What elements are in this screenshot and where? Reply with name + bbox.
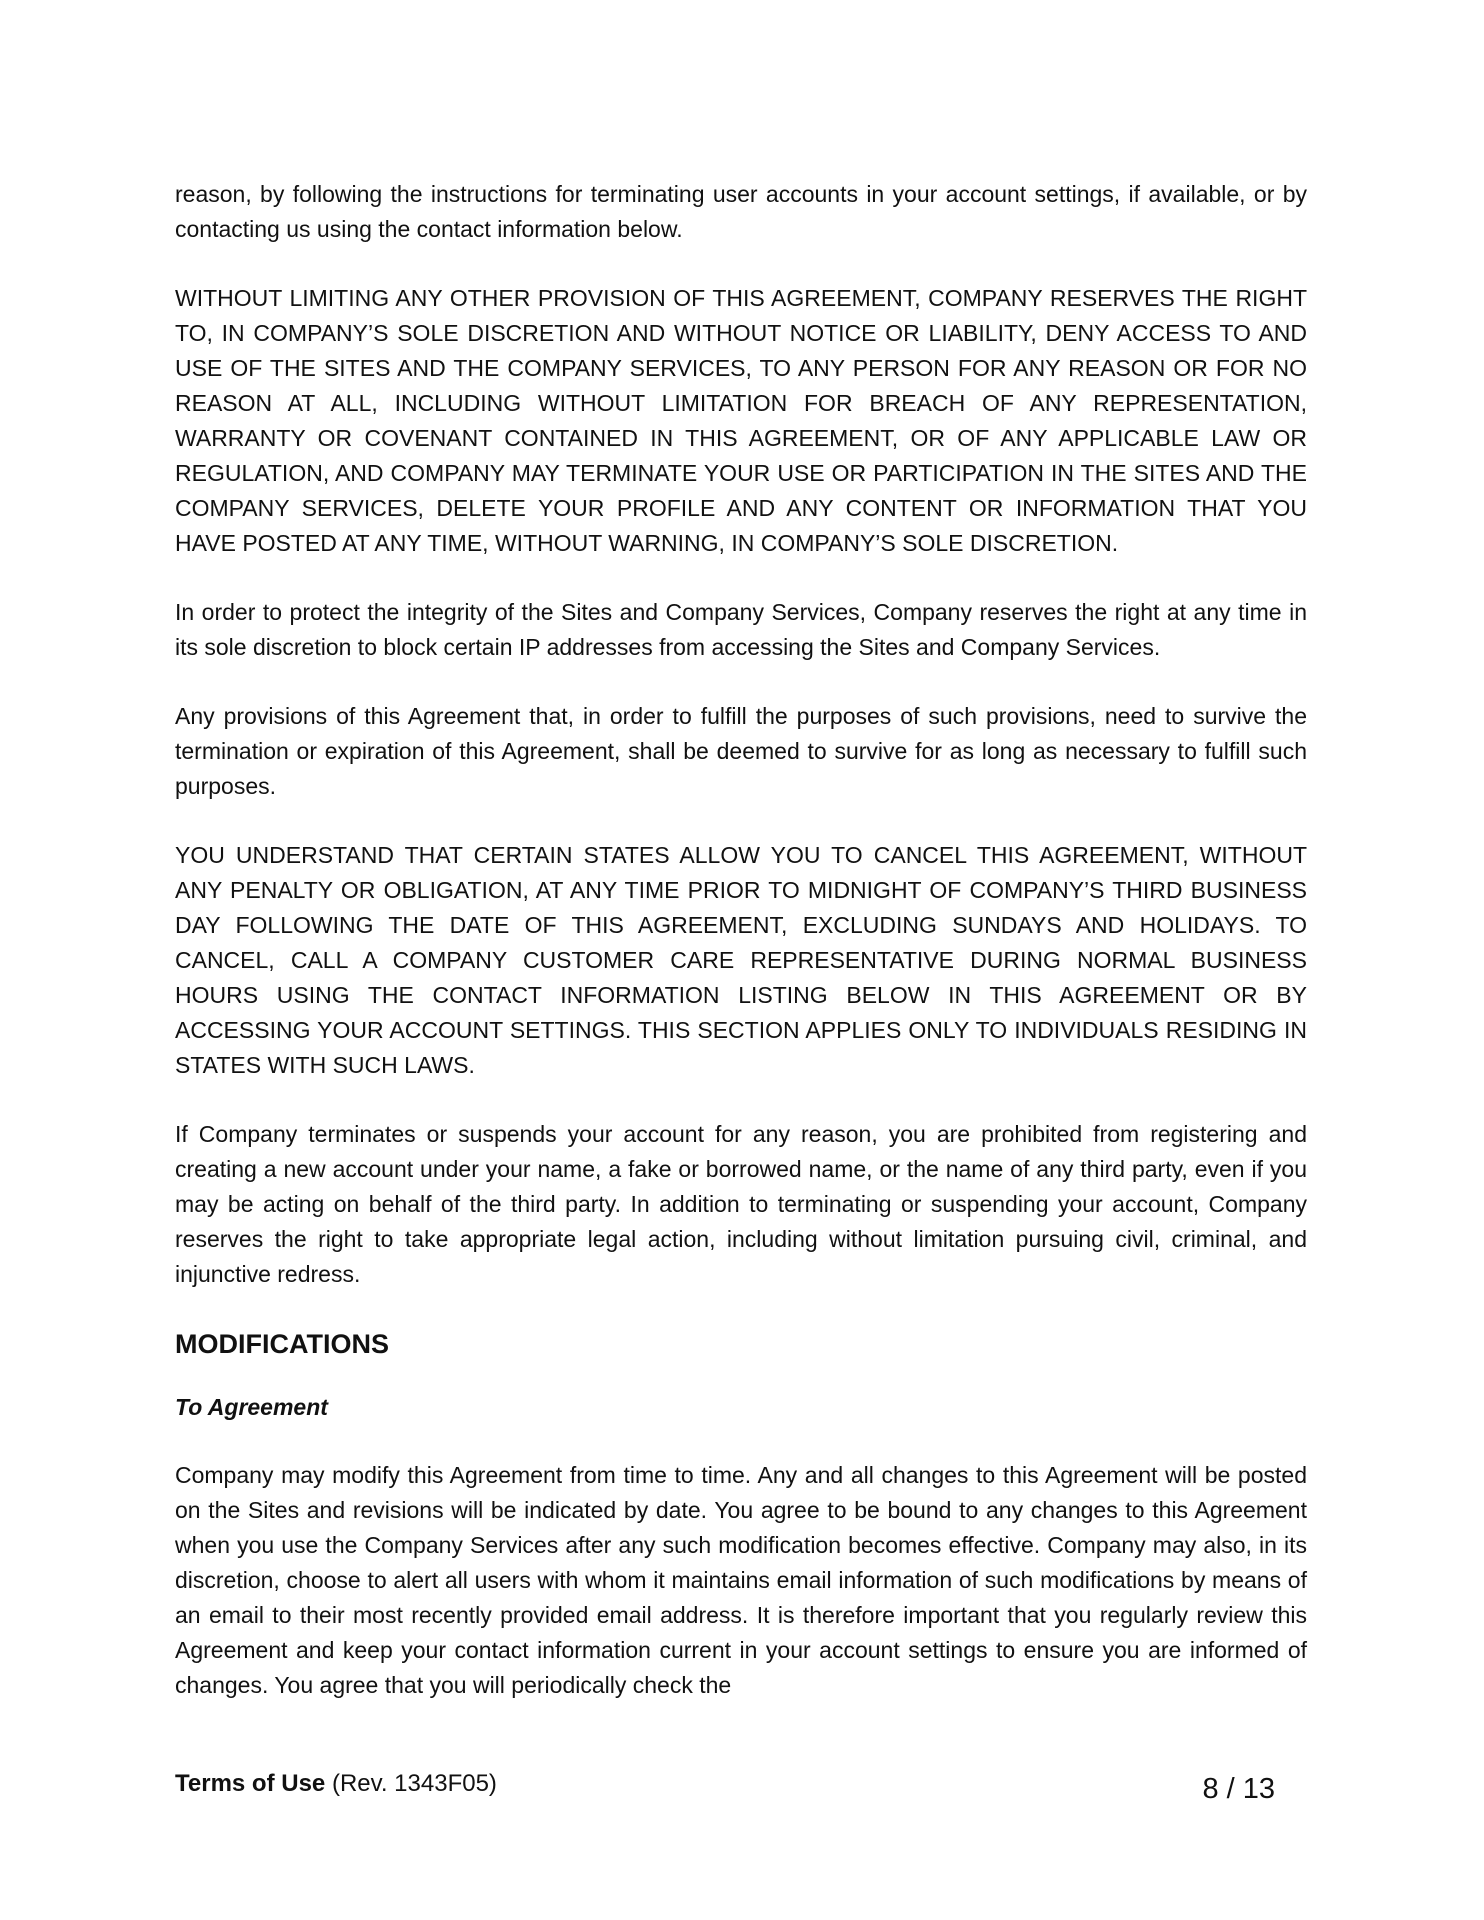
- paragraph-survival: Any provisions of this Agreement that, in order to fulfill the purposes of such provisions, need to survive the termination or expiration of this Agreement, shall be deemed to survive for as long as necessary to fulfill such purposes.: [175, 703, 1307, 799]
- page-footer: [175, 1770, 1307, 1810]
- page-number: 8 / 13: [1202, 1773, 1275, 1805]
- paragraph-modifications: Company may modify this Agreement from time to time. Any and all changes to this Agreement will be posted on the Sites and revisions will be indicated by date. You agree to be bound to any changes to this Agreement when you use the Company Services after any such modification becomes effective. Company may also, in its discretion, choose to alert all users with whom it maintains email information of such modifications by means of an email to their most recently provided email address. It is therefore important that you regularly review this Agreement and keep your contact information current in your account settings to ensure you are informed of changes. You agree that you will periodically check the: [175, 1462, 1307, 1698]
- page-content: [175, 177, 1307, 1737]
- footer-document-label: [175, 1770, 497, 1798]
- section-heading-modifications: MODIFICATIONS: [175, 1329, 389, 1359]
- subsection-heading-to-agreement: To Agreement: [175, 1394, 328, 1420]
- paragraph-ip-blocking: In order to protect the integrity of the Sites and Company Services, Company reserves the right at any time in its sole discretion to block certain IP addresses from accessing the Sites and Company Services.: [175, 599, 1307, 660]
- paragraph-company-rights: WITHOUT LIMITING ANY OTHER PROVISION OF THIS AGREEMENT, COMPANY RESERVES THE RIGHT TO, IN COMPANY’S SOLE DISCRETION AND WITHOUT NOTICE OR LIABILITY, DENY ACCESS TO AND USE OF THE SITES AND THE COMPANY SERVICES, TO ANY PERSON FOR ANY REASON OR FOR NO REASON AT ALL, INCLUDING WITHOUT LIMITATION FOR BREACH OF ANY REPRESENTATION, WARRANTY OR COVENANT CONTAINED IN THIS AGREEMENT, OR OF ANY APPLICABLE LAW OR REGULATION, AND COMPANY MAY TERMINATE YOUR USE OR PARTICIPATION IN THE SITES AND THE COMPANY SERVICES, DELETE YOUR PROFILE AND ANY CONTENT OR INFORMATION THAT YOU HAVE POSTED AT ANY TIME, WITHOUT WARNING, IN COMPANY’S SOLE DISCRETION.: [175, 285, 1307, 556]
- footer-title: Terms of Use: [175, 1770, 326, 1797]
- footer-revision: (Rev. 1343F05): [331, 1770, 497, 1797]
- paragraph-cancellation-rights: YOU UNDERSTAND THAT CERTAIN STATES ALLOW YOU TO CANCEL THIS AGREEMENT, WITHOUT ANY PENALTY OR OBLIGATION, AT ANY TIME PRIOR TO MIDNIGHT OF COMPANY’S THIRD BUSINESS DAY FOLLOWING THE DATE OF THIS AGREEMENT, EXCLUDING SUNDAYS AND HOLIDAYS. TO CANCEL, CALL A COMPANY CUSTOMER CARE REPRESENTATIVE DURING NORMAL BUSINESS HOURS USING THE CONTACT INFORMATION LISTING BELOW IN THIS AGREEMENT OR BY ACCESSING YOUR ACCOUNT SETTINGS. THIS SECTION APPLIES ONLY TO INDIVIDUALS RESIDING IN STATES WITH SUCH LAWS.: [175, 842, 1307, 1078]
- paragraph-account-termination: reason, by following the instructions for terminating user accounts in your account settings, if available, or by contacting us using the contact information below.: [175, 181, 1307, 242]
- paragraph-reregistration: If Company terminates or suspends your account for any reason, you are prohibited from registering and creating a new account under your name, a fake or borrowed name, or the name of any third party, even if you may be acting on behalf of the third party. In addition to terminating or suspending your account, Company reserves the right to take appropriate legal action, including without limitation pursuing civil, criminal, and injunctive redress.: [175, 1121, 1307, 1287]
